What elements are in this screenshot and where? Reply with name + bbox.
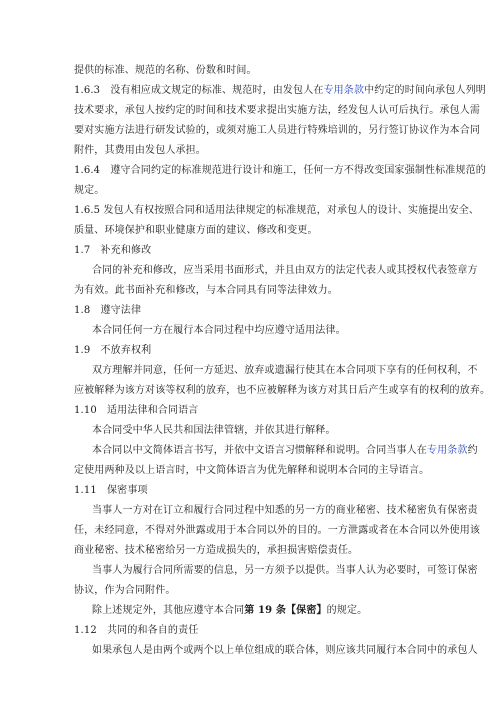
section-heading-1-8: 1.8 遵守法律	[74, 305, 142, 316]
text-span: 的规定。	[326, 605, 368, 616]
paragraph-line: 如果承包人是由两个或两个以上单位组成的联合体，则应该共同履行本合同中的承包人	[92, 645, 478, 656]
text-line: 技术要求，承包人按约定的时间和技术要求提出实施方法，经发包人认可后执行。承包人需	[74, 105, 480, 116]
text-span: 本合同以中文简体语言书写，并依中文语言习惯解释和说明。合同当事人在	[92, 445, 427, 456]
section-heading-1-12: 1.12 共同的和各自的责任	[74, 625, 199, 636]
text-line: 为有效。此书面补充和修改，与本合同具有同等法律效力。	[74, 285, 338, 296]
special-terms-link[interactable]: 专用条款	[426, 445, 468, 456]
clause-19-reference: 第 19 条【保密】	[244, 605, 327, 616]
text-line: 定使用两种及以上语言时，中文简体语言为优先解释和说明本合同的主导语言。	[74, 465, 430, 476]
paragraph-line: 本合同受中华人民共和国法律管辖，并依其进行解释。	[92, 425, 336, 436]
text-line: 提供的标准、规范的名称、份数和时间。	[74, 65, 257, 76]
paragraph-line: 双方理解并同意，任何一方延迟、放弃或遗漏行使其在本合同项下享有的任何权利，不	[92, 365, 478, 376]
text-span: 1.6.3 没有相应成文规定的标准、规范时，由发包人在	[74, 85, 324, 96]
paragraph-line	[92, 604, 367, 618]
special-terms-link[interactable]: 专用条款	[323, 85, 365, 96]
clause-1-6-4: 1.6.4 遵守合同约定的标准规范进行设计和施工，任何一方不得改变国家强制性标准规范的	[74, 165, 486, 176]
text-line: 规定。	[74, 185, 105, 196]
text-span: 中约定的时间向承包人列明	[364, 85, 486, 96]
section-heading-1-10: 1.10 适用法律和合同语言	[74, 405, 199, 416]
text-span: 除上述规定外，其他应遵守本合同	[92, 605, 245, 616]
text-line: 要对实施方法进行研发试验的，或须对施工人员进行特殊培训的，另行签订协议作为本合同	[74, 125, 480, 136]
clause-1-6-3	[74, 84, 486, 98]
text-line: 质量、环境保护和职业健康方面的建议、修改和变更。	[74, 225, 318, 236]
text-line: 应被解释为该方对该等权利的放弃，也不应被解释为该方对其日后产生或享有的权利的放弃。	[74, 385, 491, 396]
clause-1-6-5: 1.6.5 发包人有权按照合同和适用法律规定的标准规范，对承包人的设计、实施提出安全、	[74, 205, 480, 216]
paragraph-line: 本合同任何一方在履行本合同过程中均应遵守适用法律。	[92, 325, 346, 336]
text-line: 协议，作为合同附件。	[74, 585, 176, 596]
section-heading-1-9: 1.9 不放弃权利	[74, 345, 152, 356]
paragraph-line: 合同的补充和修改，应当采用书面形式，并且由双方的法定代表人或其授权代表签章方	[92, 265, 478, 276]
text-span: 约	[467, 445, 478, 456]
text-line: 任，未经同意，不得对外泄露或用于本合同以外的目的。一方泄露或者在本合同以外使用该	[74, 525, 480, 536]
section-heading-1-7: 1.7 补充和修改	[74, 245, 152, 256]
text-line: 商业秘密、技术秘密给另一方造成损失的，承担损害赔偿责任。	[74, 545, 359, 556]
text-line: 附件，其费用由发包人承担。	[74, 145, 206, 156]
section-heading-1-11: 1.11 保密事项	[74, 485, 148, 496]
paragraph-line	[92, 444, 478, 458]
paragraph-line: 当事人为履行合同所需要的信息，另一方须予以提供。当事人认为必要时，可签订保密	[92, 565, 478, 576]
paragraph-line: 当事人一方对在订立和履行合同过程中知悉的另一方的商业秘密、技术秘密负有保密责	[92, 505, 478, 516]
